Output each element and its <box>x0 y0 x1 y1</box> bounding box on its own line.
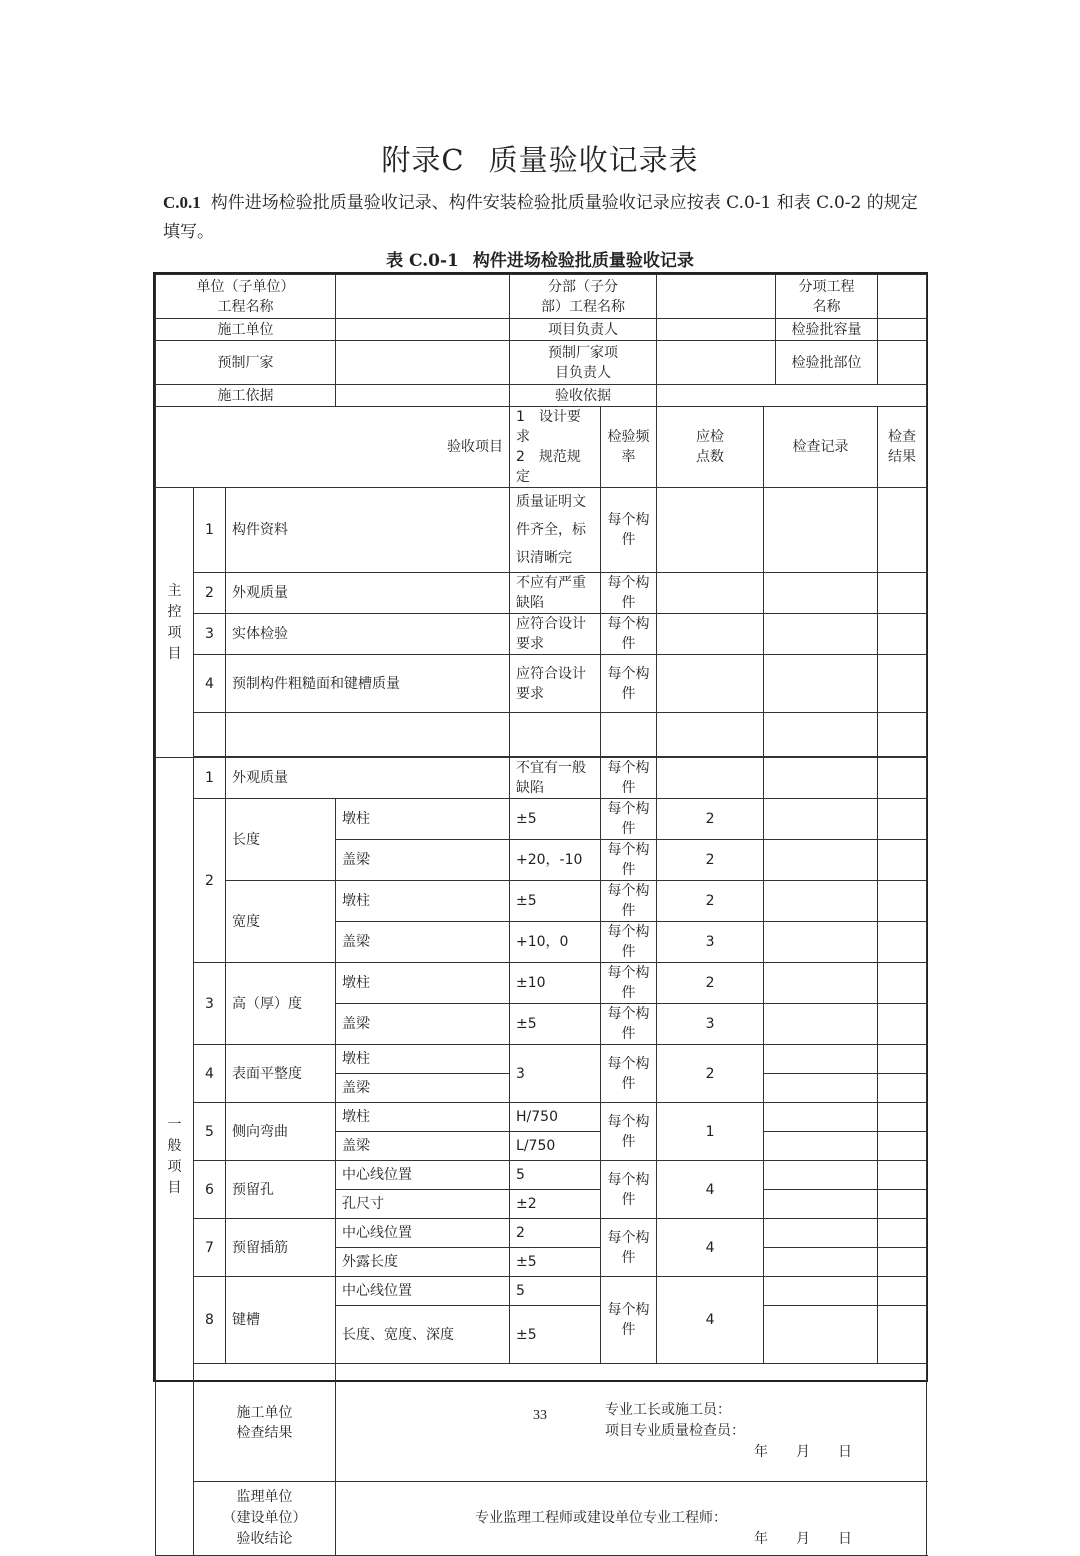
table-caption <box>0 246 1080 271</box>
points-cell[interactable] <box>657 655 764 713</box>
table-row <box>156 1103 927 1132</box>
inspector-sign-label: 项目专业质量检查员： <box>605 1423 745 1439</box>
supervision-date: 年 月 日 <box>754 1531 852 1547</box>
inspection-table-frame <box>153 272 928 1547</box>
col-item: 验收项目 <box>156 407 510 488</box>
frequency-cell: 每个构件 <box>601 573 657 614</box>
result-cell[interactable] <box>878 1219 927 1248</box>
points-cell[interactable] <box>657 573 764 614</box>
sub-item-cell: 盖梁 <box>336 840 510 881</box>
frequency-cell: 每个构件 <box>601 799 657 840</box>
item-cell: 预制构件粗糙面和键槽质量 <box>226 655 510 713</box>
record-cell[interactable] <box>764 1219 878 1248</box>
item-cell: 预留插筋 <box>226 1219 336 1277</box>
sub-item-cell: 中心线位置 <box>336 1277 510 1306</box>
general-group-label: 一 般 项 目 <box>156 758 194 1556</box>
supervisor-sign-label: 专业监理工程师或建设单位专业工程师： <box>475 1510 727 1526</box>
col-points: 应检 点数 <box>657 407 764 488</box>
item-cell: 宽度 <box>226 881 336 963</box>
record-cell[interactable] <box>764 1161 878 1190</box>
table-row <box>156 1045 927 1074</box>
item-cell: 侧向弯曲 <box>226 1103 336 1161</box>
requirement-cell: 应符合设计要求 <box>510 655 601 713</box>
unit-name-label: 单位（子单位） 工程名称 <box>156 275 336 319</box>
table-row <box>156 614 927 655</box>
result-cell[interactable] <box>878 713 927 757</box>
record-cell[interactable] <box>764 799 878 840</box>
sub-item-cell: 盖梁 <box>336 922 510 963</box>
row-number: 3 <box>194 614 226 655</box>
supervision-label: 监理单位 （建设单位） 验收结论 <box>194 1482 336 1556</box>
record-cell[interactable] <box>764 963 878 1004</box>
sub-name-value[interactable] <box>657 275 776 319</box>
sub-item-cell: 孔尺寸 <box>336 1190 510 1219</box>
requirement-cell: 不应有严重缺陷 <box>510 573 601 614</box>
record-cell[interactable] <box>764 713 878 757</box>
sub-item-cell: 盖梁 <box>336 1132 510 1161</box>
points-cell: 3 <box>657 1004 764 1045</box>
record-cell[interactable] <box>764 840 878 881</box>
requirement-cell: 5 <box>510 1277 601 1306</box>
table-row <box>156 1161 927 1190</box>
row-number: 1 <box>194 488 226 573</box>
record-cell[interactable] <box>764 1074 878 1103</box>
table-row <box>156 488 927 573</box>
points-cell: 4 <box>657 1161 764 1219</box>
result-cell[interactable] <box>878 1004 927 1045</box>
row-number: 2 <box>194 573 226 614</box>
table-row <box>156 758 927 799</box>
project-lead-label: 项目负责人 <box>510 319 657 341</box>
frequency-cell: 每个构件 <box>601 614 657 655</box>
requirement-cell[interactable] <box>510 713 601 757</box>
record-cell[interactable] <box>764 614 878 655</box>
item-name-value[interactable] <box>878 275 927 319</box>
title-appendix: 附录C <box>381 143 465 177</box>
item-cell: 实体检验 <box>226 614 510 655</box>
record-cell[interactable] <box>764 881 878 922</box>
batch-capacity-value[interactable] <box>878 319 927 341</box>
result-cell[interactable] <box>878 922 927 963</box>
points-cell: 2 <box>657 1045 764 1103</box>
construction-unit-label: 施工单位 <box>156 319 336 341</box>
points-cell: 2 <box>657 963 764 1004</box>
batch-location-value[interactable] <box>878 341 927 385</box>
construction-unit-value[interactable] <box>336 319 510 341</box>
points-cell: 2 <box>657 881 764 922</box>
frequency-cell: 每个构件 <box>601 1219 657 1277</box>
record-cell[interactable] <box>764 1306 878 1364</box>
result-cell[interactable] <box>878 1103 927 1132</box>
result-cell[interactable] <box>878 1277 927 1306</box>
batch-location-label: 检验批部位 <box>776 341 878 385</box>
requirement-cell: 3 <box>510 1045 601 1103</box>
acceptance-basis-label: 验收依据 <box>510 385 657 407</box>
title-name: 质量验收记录表 <box>488 143 699 177</box>
item-cell: 构件资料 <box>226 488 510 573</box>
row-number: 5 <box>194 1103 226 1161</box>
main-group-label: 主 控 项 目 <box>156 488 194 758</box>
result-cell[interactable] <box>878 655 927 713</box>
frequency-cell: 每个构件 <box>601 922 657 963</box>
result-cell[interactable] <box>878 758 927 799</box>
sub-item-cell: 墩柱 <box>336 1045 510 1074</box>
result-cell[interactable] <box>878 799 927 840</box>
table-row <box>156 1219 927 1248</box>
page-title <box>0 138 1080 179</box>
result-cell[interactable] <box>878 1190 927 1219</box>
result-cell[interactable] <box>878 881 927 922</box>
col-req-spec: 2 规范规定 <box>516 449 581 485</box>
factory-lead-label: 预制厂家项 目负责人 <box>510 341 657 385</box>
basis-value[interactable] <box>336 385 510 407</box>
row-number: 1 <box>194 758 226 799</box>
record-cell[interactable] <box>764 922 878 963</box>
requirement-cell: L/750 <box>510 1132 601 1161</box>
factory-value[interactable] <box>336 341 510 385</box>
record-cell[interactable] <box>764 758 878 799</box>
table-row <box>156 573 927 614</box>
result-cell[interactable] <box>878 1045 927 1074</box>
frequency-cell: 每个构件 <box>601 840 657 881</box>
requirement-cell: ±5 <box>510 1306 601 1364</box>
requirement-cell: 质量证明文件齐全，标识清晰完 <box>510 488 601 573</box>
item-cell[interactable] <box>226 713 510 757</box>
requirement-cell: 应符合设计要求 <box>510 614 601 655</box>
inspection-table <box>155 274 927 1556</box>
table-row <box>156 1277 927 1306</box>
row-number: 6 <box>194 1161 226 1219</box>
record-cell[interactable] <box>764 573 878 614</box>
result-cell[interactable] <box>878 614 927 655</box>
points-cell[interactable] <box>657 758 764 799</box>
row-number[interactable] <box>194 713 226 757</box>
row-number: 8 <box>194 1277 226 1364</box>
result-cell[interactable] <box>878 573 927 614</box>
sub-item-cell: 墩柱 <box>336 881 510 922</box>
points-cell: 3 <box>657 922 764 963</box>
record-cell[interactable] <box>764 655 878 713</box>
item-cell: 长度 <box>226 799 336 881</box>
frequency-cell: 每个构件 <box>601 655 657 713</box>
record-cell[interactable] <box>764 488 878 573</box>
table-row <box>156 799 927 840</box>
points-cell: 4 <box>657 1277 764 1364</box>
foreman-sign-label: 专业工长或施工员： <box>605 1402 731 1418</box>
record-cell[interactable] <box>764 1103 878 1132</box>
record-cell[interactable] <box>764 1277 878 1306</box>
frequency-cell: 每个构件 <box>601 758 657 799</box>
table-row <box>156 963 927 1004</box>
item-name-label: 分项工程 名称 <box>776 275 878 319</box>
result-cell[interactable] <box>878 1074 927 1103</box>
supervision-sign-area[interactable] <box>336 1482 927 1556</box>
sub-item-cell: 外露长度 <box>336 1248 510 1277</box>
construction-date: 年 月 日 <box>754 1444 852 1460</box>
requirement-cell: 不宜有一般缺陷 <box>510 758 601 799</box>
page-number: 33 <box>533 1408 547 1423</box>
col-req-design: 1 设计要求 <box>516 409 581 445</box>
table-row <box>156 713 927 757</box>
sub-item-cell: 中心线位置 <box>336 1161 510 1190</box>
requirement-cell: ±5 <box>510 881 601 922</box>
frequency-cell: 每个构件 <box>601 1045 657 1103</box>
result-cell[interactable] <box>878 963 927 1004</box>
requirement-cell: +10，0 <box>510 922 601 963</box>
clause-text: 构件进场检验批质量验收记录、构件安装检验批质量验收记录应按表 C.0-1 和表 C.0-2 的规定填写。 <box>163 193 918 242</box>
points-cell[interactable] <box>657 488 764 573</box>
sub-item-cell: 盖梁 <box>336 1004 510 1045</box>
requirement-cell: 5 <box>510 1161 601 1190</box>
item-cell: 键槽 <box>226 1277 336 1364</box>
frequency-cell: 每个构件 <box>601 963 657 1004</box>
points-cell: 2 <box>657 840 764 881</box>
table-number: 表 C.0-1 <box>386 251 459 271</box>
sub-item-cell: 长度、宽度、深度 <box>336 1306 510 1364</box>
record-cell[interactable] <box>764 1132 878 1161</box>
result-cell[interactable] <box>878 1161 927 1190</box>
acceptance-basis-value[interactable] <box>657 385 927 407</box>
row-number: 7 <box>194 1219 226 1277</box>
record-cell[interactable] <box>764 1004 878 1045</box>
item-cell: 表面平整度 <box>226 1045 336 1103</box>
frequency-cell: 每个构件 <box>601 1277 657 1364</box>
col-result: 检查结果 <box>878 407 927 488</box>
clause-number: C.0.1 <box>163 193 201 212</box>
record-cell[interactable] <box>764 1248 878 1277</box>
frequency-cell: 每个构件 <box>601 488 657 573</box>
requirement-cell: ±2 <box>510 1190 601 1219</box>
points-cell: 2 <box>657 799 764 840</box>
points-cell[interactable] <box>657 614 764 655</box>
points-cell: 4 <box>657 1219 764 1277</box>
requirement-cell: H/750 <box>510 1103 601 1132</box>
result-cell[interactable] <box>878 1132 927 1161</box>
intro-paragraph <box>163 188 923 247</box>
result-cell[interactable] <box>878 1248 927 1277</box>
points-cell[interactable] <box>657 713 764 757</box>
sub-item-cell: 墩柱 <box>336 1103 510 1132</box>
record-cell[interactable] <box>764 1190 878 1219</box>
requirement-cell: +20，-10 <box>510 840 601 881</box>
points-cell: 1 <box>657 1103 764 1161</box>
requirement-cell: ±5 <box>510 1248 601 1277</box>
col-record: 检查记录 <box>764 407 878 488</box>
batch-capacity-label: 检验批容量 <box>776 319 878 341</box>
construction-check-label: 施工单位 检查结果 <box>194 1364 336 1482</box>
table-row <box>156 881 927 922</box>
row-number: 2 <box>194 799 226 963</box>
frequency-cell: 每个构件 <box>601 881 657 922</box>
record-cell[interactable] <box>764 1045 878 1074</box>
sub-item-cell: 墩柱 <box>336 799 510 840</box>
frequency-cell: 每个构件 <box>601 1103 657 1161</box>
frequency-cell: 每个构件 <box>601 1161 657 1219</box>
col-requirement <box>510 407 601 488</box>
requirement-cell: 2 <box>510 1219 601 1248</box>
item-cell: 高（厚）度 <box>226 963 336 1045</box>
factory-label: 预制厂家 <box>156 341 336 385</box>
row-number: 3 <box>194 963 226 1045</box>
unit-name-value[interactable] <box>336 275 510 319</box>
row-number: 4 <box>194 655 226 713</box>
sub-item-cell: 中心线位置 <box>336 1219 510 1248</box>
requirement-cell: ±10 <box>510 963 601 1004</box>
frequency-cell[interactable] <box>601 713 657 757</box>
supervision-sign-row <box>156 1482 927 1556</box>
item-cell: 预留孔 <box>226 1161 336 1219</box>
result-cell[interactable] <box>878 1306 927 1364</box>
frequency-cell: 每个构件 <box>601 1004 657 1045</box>
basis-label: 施工依据 <box>156 385 336 407</box>
col-frequency: 检验频率 <box>601 407 657 488</box>
item-cell: 外观质量 <box>226 758 510 799</box>
result-cell[interactable] <box>878 488 927 573</box>
sub-item-cell: 盖梁 <box>336 1074 510 1103</box>
requirement-cell: ±5 <box>510 1004 601 1045</box>
sub-item-cell: 墩柱 <box>336 963 510 1004</box>
table-row <box>156 655 927 713</box>
table-name: 构件进场检验批质量验收记录 <box>472 251 694 271</box>
sub-name-label: 分部（子分 部）工程名称 <box>510 275 657 319</box>
project-lead-value[interactable] <box>657 319 776 341</box>
requirement-cell: ±5 <box>510 799 601 840</box>
row-number: 4 <box>194 1045 226 1103</box>
item-cell: 外观质量 <box>226 573 510 614</box>
factory-lead-value[interactable] <box>657 341 776 385</box>
result-cell[interactable] <box>878 840 927 881</box>
